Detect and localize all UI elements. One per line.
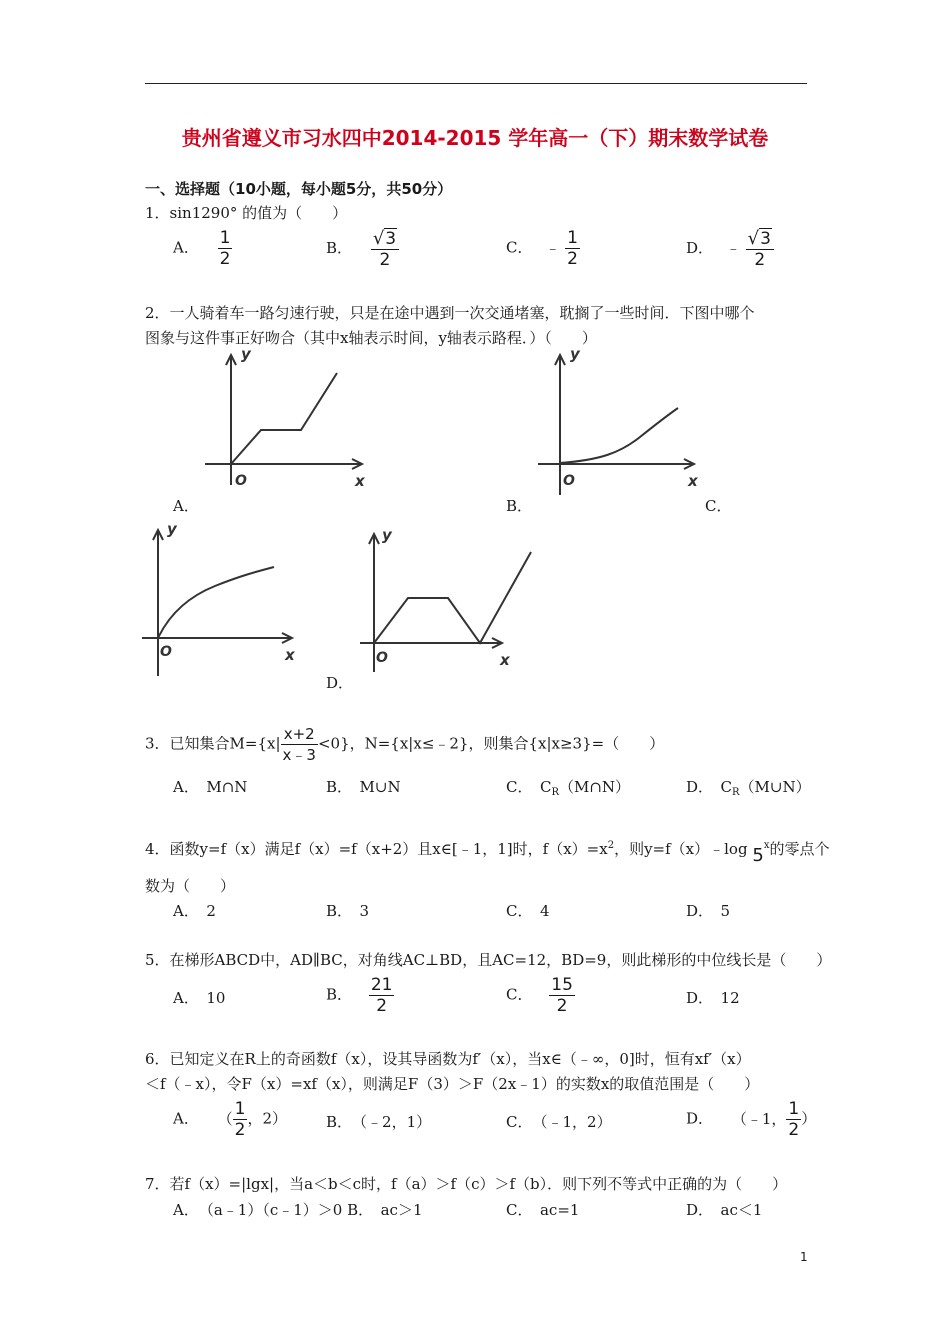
page-number: 1 — [800, 1250, 808, 1264]
q1-c-label: C． — [506, 238, 533, 257]
q1-option-c — [506, 228, 580, 269]
q1-b-den: 2 — [379, 250, 391, 270]
q1-option-d — [686, 228, 774, 270]
section-heading: 一、选择题（10小题，每小题5分，共50分） — [145, 180, 453, 198]
q3-option-b: B． M∪N — [326, 778, 401, 796]
graph-a-y-label: y — [241, 345, 251, 363]
graph-a-curve — [231, 373, 337, 464]
q5-option-b — [326, 975, 394, 1016]
q7-option-ab: A． （a﹣1）（c﹣1）＞0 B． ac＞1 — [173, 1201, 423, 1219]
q4-option-b: B． 3 — [326, 902, 370, 920]
q5-c-num: 15 — [551, 975, 573, 995]
graph-b-x-label: x — [688, 472, 698, 490]
q5-stem: 5．在梯形ABCD中，AD∥BC，对角线AC⊥BD，且AC=12，BD=9，则此梯形的中位线长是（ ） — [145, 951, 832, 969]
graph-c — [140, 518, 310, 683]
q2-option-d: D． — [326, 674, 354, 692]
q3-option-a: A． M∩N — [173, 778, 248, 796]
graph-d-curve — [374, 552, 531, 643]
q3-d-sub: R — [732, 787, 740, 798]
q3-option-c — [506, 776, 630, 798]
q4-log-base: 5 — [752, 845, 764, 866]
q3-d-post: （M∪N） — [739, 778, 811, 796]
q3-frac-num: x+2 — [281, 724, 318, 745]
q1-c-den: 2 — [567, 249, 578, 269]
graph-d-y-label: y — [382, 526, 392, 544]
q6-a-post: ，2） — [247, 1109, 288, 1128]
q4-option-d: D． 5 — [686, 902, 731, 920]
exam-title: 贵州省遵义市习水四中2014-2015 学年高一（下）期末数学试卷 — [181, 126, 769, 150]
q6-option-a — [173, 1099, 287, 1140]
q2-option-b: B． — [506, 497, 533, 515]
graph-d-origin: O — [376, 650, 388, 666]
q2-stem-line2: 图象与这件事正好吻合（其中x轴表示时间，y轴表示路程．）（ ） — [145, 329, 597, 347]
q1-option-a — [173, 228, 232, 269]
q4-stem — [145, 838, 830, 866]
graph-a — [195, 345, 375, 495]
q6-a-den: 2 — [234, 1120, 246, 1140]
q5-b-num: 21 — [370, 975, 393, 995]
q3-c-pre: C． C — [506, 778, 552, 796]
q1-b-num: 3 — [385, 229, 397, 249]
q2-stem-line1: 2．一人骑着车一路匀速行驶，只是在途中遇到一次交通堵塞，耽搁了一些时间．下图中哪个 — [145, 304, 755, 322]
q7-option-c: C． ac=1 — [506, 1201, 580, 1219]
q5-option-a: A． 10 — [173, 989, 226, 1007]
q2-option-a: A． — [173, 497, 199, 515]
q6-option-d — [686, 1099, 816, 1140]
q6-d-pre: （﹣1， — [731, 1109, 787, 1128]
q3-stem-pre: 3．已知集合M={x| — [145, 734, 281, 753]
q2-option-c: C． — [705, 497, 732, 515]
q5-option-c — [506, 975, 575, 1016]
q1-d-num: 3 — [760, 229, 771, 249]
q6-a-num: 1 — [234, 1099, 246, 1119]
q6-stem-line2: ＜f（﹣x），令F（x）=xf（x），则满足F（3）＞F（2x﹣1）的实数x的取值范围是（ ） — [145, 1075, 760, 1093]
graph-c-curve — [158, 567, 274, 638]
q1-c-sign: ﹣ — [545, 238, 561, 257]
sqrt-icon: √ — [747, 228, 760, 249]
q3-frac-den: x﹣3 — [282, 746, 316, 764]
q7-stem: 7．若f（x）=|lgx|，当a＜b＜c时，f（a）＞f（c）＞f（b）．则下列不等式中正确的为（ ） — [145, 1175, 788, 1193]
q1-stem: 1．sin1290° 的值为（ ） — [145, 204, 348, 222]
q6-stem-line1: 6．已知定义在R上的奇函数f（x），设其导函数为f′（x），当x∈（﹣∞，0]时，恒有xf′（x） — [145, 1050, 751, 1068]
q4-supx: x — [763, 840, 770, 851]
q3-option-d — [686, 776, 811, 798]
q1-a-den: 2 — [219, 249, 231, 269]
q3-c-sub: R — [551, 787, 559, 798]
q1-d-den: 2 — [754, 250, 766, 270]
q1-option-b — [326, 228, 399, 270]
graph-c-y-label: y — [167, 520, 177, 538]
q1-a-num: 1 — [219, 228, 231, 248]
q5-b-den: 2 — [376, 996, 388, 1016]
q6-d-label: D． — [686, 1109, 714, 1128]
sqrt-icon: √ — [372, 228, 385, 249]
q5-b-label: B． — [326, 985, 353, 1004]
q4-option-a: A． 2 — [173, 902, 216, 920]
q6-a-pre: （ — [217, 1109, 233, 1128]
q3-stem — [145, 724, 664, 765]
q6-option-c: C． （﹣1，2） — [506, 1113, 612, 1131]
q1-c-num: 1 — [567, 228, 578, 248]
graph-a-x-label: x — [355, 472, 365, 490]
q4-option-c: C． 4 — [506, 902, 550, 920]
q6-a-label: A． — [173, 1109, 199, 1128]
q3-stem-post: <0}，N={x|x≤﹣2}，则集合{x|x≥3}=（ ） — [317, 734, 665, 753]
graph-c-x-label: x — [285, 646, 295, 664]
graph-b-origin: O — [563, 473, 575, 489]
q4-stem-line2: 数为（ ） — [145, 877, 236, 895]
q1-d-sign: ﹣ — [725, 239, 741, 257]
graph-b-curve — [560, 408, 678, 463]
q6-d-post: ） — [801, 1109, 817, 1128]
graph-d-x-label: x — [500, 651, 510, 669]
q7-option-d: D． ac＜1 — [686, 1201, 763, 1219]
graph-c-origin: O — [160, 644, 172, 660]
q5-c-den: 2 — [556, 996, 568, 1016]
q4-stem-post: 的零点个 — [769, 840, 830, 858]
q6-d-num: 1 — [788, 1099, 800, 1119]
q4-stem-mid: ，则y=f（x）﹣log — [614, 840, 748, 858]
graph-b-y-label: y — [570, 345, 580, 363]
graph-b — [530, 345, 710, 495]
q1-d-label: D． — [686, 239, 714, 257]
q1-b-label: B． — [326, 239, 353, 257]
graph-a-origin: O — [235, 473, 247, 489]
q5-option-d: D． 12 — [686, 989, 740, 1007]
q6-d-den: 2 — [788, 1120, 800, 1140]
q4-stem-pre: 4．函数y=f（x）满足f（x）=f（x+2）且x∈[﹣1，1]时，f（x）=x — [145, 840, 608, 858]
q4-sup2: 2 — [607, 840, 615, 851]
q5-c-label: C． — [506, 985, 533, 1004]
q6-option-b: B． （﹣2，1） — [326, 1113, 432, 1131]
q3-c-post: （M∩N） — [559, 778, 631, 796]
q1-a-label: A． — [173, 238, 199, 257]
graph-d — [360, 522, 540, 672]
q3-d-pre: D． C — [686, 778, 733, 796]
header-rule — [145, 83, 807, 84]
